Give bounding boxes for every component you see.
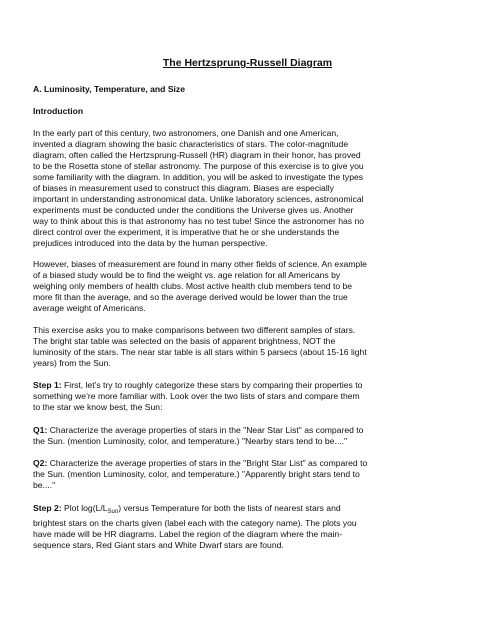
paragraph-line: sequence stars, Red Giant stars and White Dwarf stars are found. xyxy=(33,540,284,550)
step1-label: Step 1: xyxy=(33,380,62,390)
sun-subscript: Sun xyxy=(107,509,119,515)
paragraph-line: experiments must be conducted under the conditions the Universe gives us. Another xyxy=(33,205,354,215)
paragraph-line: However, biases of measurement are found in many other fields of science. An example xyxy=(33,259,367,269)
paragraph-line: more fit than the average, and so the average derived would be lower than the true xyxy=(33,292,348,302)
paragraph-line: the Sun. (mention Luminosity, color, and temperature.) "Apparently bright stars tend to xyxy=(33,469,360,479)
paragraph-line: some familiarity with the diagram. In addition, you will be asked to investigate the types xyxy=(33,172,364,182)
paragraph-line: brightest stars on the charts given (label each with the category name). The plots you xyxy=(33,518,357,528)
paragraph-line: Characterize the average properties of stars in the "Near Star List" as compared to xyxy=(47,425,364,435)
paragraph-line: be...." xyxy=(33,480,56,490)
bias-paragraph xyxy=(33,259,463,314)
paragraph-line: Characterize the average properties of stars in the "Bright Star List" as compared to xyxy=(47,458,368,468)
paragraph-line: of biases in measurement used to construct this diagram. Biases are especially xyxy=(33,183,334,193)
paragraph-line: The bright star table was selected on the basis of apparent brightness, NOT the xyxy=(33,336,336,346)
paragraph-line: This exercise asks you to make comparisons between two different samples of stars. xyxy=(33,325,356,335)
introduction-heading: Introduction xyxy=(33,106,84,116)
step1-paragraph xyxy=(33,380,463,413)
paragraph-line: the Sun. (mention Luminosity, color, and temperature.) "Nearby stars tend to be...." xyxy=(33,436,348,446)
paragraph-line: prejudices introduced into the data by the human perspective. xyxy=(33,238,268,248)
paragraph-line: way to think about this is that astronomy has no test tube! Since the astronomer has no xyxy=(33,216,365,226)
paragraph-line: of a biased study would be to find the weight vs. age relation for all Americans by xyxy=(33,270,341,280)
page-title: The Hertzsprung-Russell Diagram xyxy=(162,57,333,69)
paragraph-line: ) versus Temperature for both the lists of nearest stars and xyxy=(118,503,341,513)
step2-label: Step 2: xyxy=(33,503,62,513)
paragraph-line: invented a diagram showing the basic characteristics of stars. The color-magnitude xyxy=(33,139,349,149)
section-heading: A. Luminosity, Temperature, and Size xyxy=(33,84,186,94)
introduction-paragraph xyxy=(33,128,463,249)
paragraph-line: average weight of Americans. xyxy=(33,303,146,313)
q2-label: Q2: xyxy=(33,458,48,468)
paragraph-line: diagram, often called the Hertzsprung-Russell (HR) diagram in their honor, has proved xyxy=(33,150,361,160)
paragraph-line: weighing only members of health clubs. Most active health club members tend to be xyxy=(33,281,353,291)
paragraph-line: years) from the Sun. xyxy=(33,358,111,368)
paragraph-line: important in understanding astronomical data. Unlike laboratory sciences, astronomical xyxy=(33,194,364,204)
paragraph-line: Plot log(L/L xyxy=(61,503,108,513)
paragraph-line: to be the Rosetta stone of stellar astronomy. The purpose of this exercise is to give you xyxy=(33,161,364,171)
exercise-paragraph xyxy=(33,325,463,369)
q1-label: Q1: xyxy=(33,425,48,435)
paragraph-line: In the early part of this century, two astronomers, one Danish and one American, xyxy=(33,128,339,138)
paragraph-line: have made will be HR diagrams. Label the region of the diagram where the main- xyxy=(33,529,343,539)
paragraph-line: something we’re more familiar with. Look over the two lists of stars and compare them xyxy=(33,391,360,401)
question-q1 xyxy=(33,425,463,447)
paragraph-line: luminosity of the stars. The near star table is all stars within 5 parsecs (about 15-16 light xyxy=(33,347,367,357)
paragraph-line: First, let’s try to roughly categorize these stars by comparing their properties to xyxy=(61,380,363,390)
paragraph-line: direct control over the experiment, it is imperative that he or she understands the xyxy=(33,227,340,237)
step2-paragraph xyxy=(33,503,463,551)
paragraph-line: to the star we know best, the Sun: xyxy=(33,402,163,412)
question-q2 xyxy=(33,458,463,491)
